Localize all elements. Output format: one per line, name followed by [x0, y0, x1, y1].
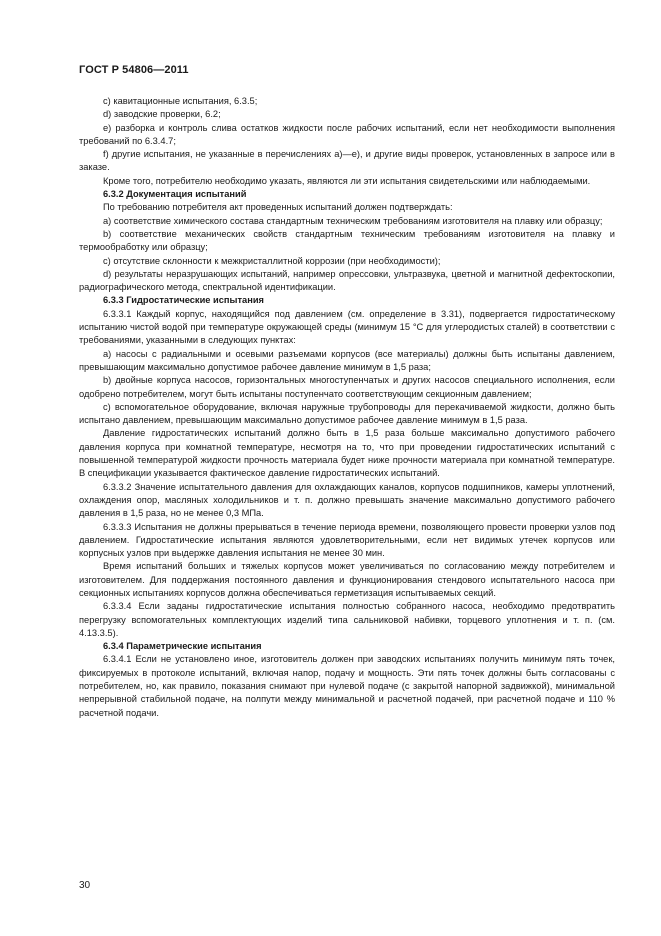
list-item-c: с) отсутствие склонности к межкристаллитной коррозии (при необходимости); — [103, 255, 441, 266]
list-item-d: d) заводские проверки, 6.2; — [103, 109, 221, 120]
paragraph: 6.3.3.1 Каждый корпус, находящийся под давлением (см. определение в 3.31), подвергается гидростатическому испытанию чистой водой при температуре окружающей среды (минимум 15 °С для углеродистых сталей) в соответствии с требованиями, указанными в следующих пунктах: — [79, 308, 615, 346]
list-item-b: b) соответствие механических свойств стандартным техническим требованиям изготовителя на плавку и термообработку или образцу; — [79, 228, 615, 253]
paragraph: 6.3.3.4 Если заданы гидростатические испытания полностью собранного насоса, необходимо предотвратить перегрузку вспомогательных комплектующих изделий типа сальниковой набивки, торцевого уплотнения и т. п. (см. 4.13.3.5). — [79, 601, 615, 638]
list-item-c: с) вспомогательное оборудование, включая наружные трубопроводы для перекачиваемой жидкости, должно быть испытано давлением, превышающим максимально допустимое рабочее давление минимум в 1,5 раза. — [79, 401, 615, 426]
paragraph: Кроме того, потребителю необходимо указать, являются ли эти испытания свидетельскими или наблюдаемыми. — [103, 175, 591, 186]
section-heading-6-3-4: 6.3.4 Параметрические испытания — [103, 641, 262, 652]
list-item-a: а) соответствие химического состава стандартным техническим требованиям изготовителя на плавку или образцу; — [103, 215, 603, 226]
section-heading-6-3-3: 6.3.3 Гидростатические испытания — [103, 295, 264, 306]
page-number: 30 — [79, 880, 91, 891]
document-body — [79, 95, 615, 720]
paragraph: 6.3.3.2 Значение испытательного давления для охлаждающих каналов, корпусов подшипников, камеры уплотнений, охлаждения опор, масляных холодильников и т. п. должно превышать значение максимально допустимого рабочего давления в 1,5 раза, но не менее 0,3 МПа. — [79, 481, 615, 519]
paragraph: Давление гидростатических испытаний должно быть в 1,5 раза больше максимально допустимого рабочего давления корпуса при комнатной температуре, несмотря на то, что при проведении гидростатических испытаний с повышенной температурой жидкости прочность материала будет ниже прочности материала при комнатной температуре. В спецификации указывается фактическое давление гидростатических испытаний. — [79, 428, 615, 479]
document-header-title: ГОСТ Р 54806—2011 — [79, 64, 189, 76]
list-item-b: b) двойные корпуса насосов, горизонтальных многоступенчатых и других насосов специального исполнения, если одобрено потребителем, могут быть испытаны поступенчато соответствующим секционным давлением; — [79, 375, 615, 399]
list-item-a: а) насосы с радиальными и осевыми разъемами корпусов (все материалы) должны быть испытаны давлением, превышающим максимально допустимое рабочее давление минимум в 1,5 раза; — [79, 348, 615, 372]
list-item-e: е) разборка и контроль слива остатков жидкости после рабочих испытаний, если нет необходимости выполнения требований по 6.3.4.7; — [79, 122, 615, 146]
list-item-f: f) другие испытания, не указанные в перечислениях а)—е), и другие виды проверок, установленных в запросе или в заказе. — [79, 149, 615, 173]
list-item-c: с) кавитационные испытания, 6.3.5; — [103, 96, 258, 106]
paragraph: 6.3.3.3 Испытания не должны прерываться в течение периода времени, позволяющего провести проверки узлов под давлением. Гидростатические испытания являются удовлетворительными, если нет видимых утечек корпусов или корпусных узлов при выдержке давления испытания не менее 30 мин. — [79, 521, 615, 559]
list-item-d: d) результаты неразрушающих испытаний, например опрессовки, ультразвука, цветной и магнитной дефектоскопии, радиографического метода, спектральной идентификации. — [79, 268, 615, 293]
paragraph: По требованию потребителя акт проведенных испытаний должен подтверждать: — [103, 202, 453, 213]
paragraph: 6.3.4.1 Если не установлено иное, изготовитель должен при заводских испытаниях получить минимум пять точек, фиксируемых в протоколе испытаний, включая напор, подачу и мощность. Эти пять точек должны быть согласованы с потребителем, но, как правило, показания снимают при нулевой подаче (с закрытой напорной задвижкой), минимальной непрерывной стабильной подаче, на полпути между минимальной и расчетной подачей, при расчетной подаче и 110 % расчетной подачи. — [79, 654, 615, 718]
section-heading-6-3-2: 6.3.2 Документация испытаний — [103, 189, 247, 200]
paragraph: Время испытаний больших и тяжелых корпусов может увеличиваться по согласованию между потребителем и изготовителем. Для поддержания постоянного давления и функционирования стендового испытательного насоса при секционных испытаниях корпусов должна обеспечиваться герметизация испытываемых секций. — [79, 561, 615, 598]
